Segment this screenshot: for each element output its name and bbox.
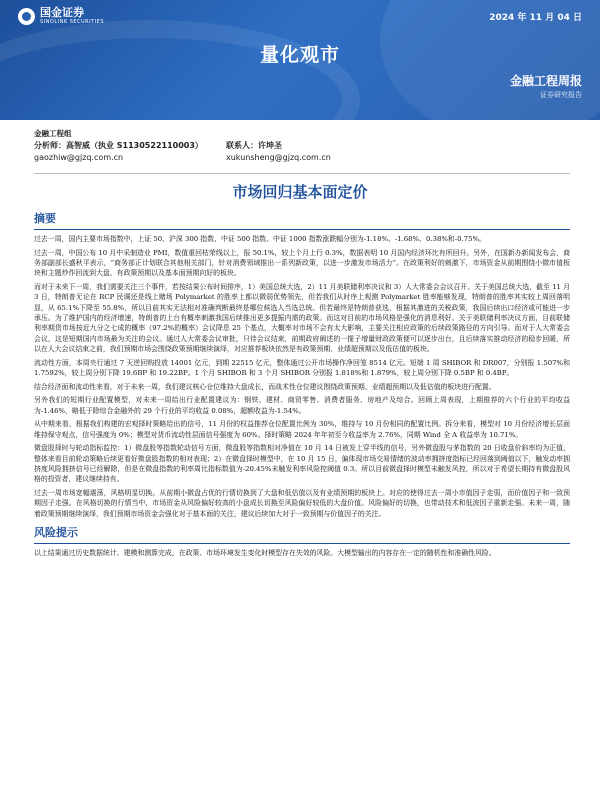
analyst-email: gaozhiw@gjzq.com.cn: [34, 153, 124, 162]
header-banner: [0, 0, 600, 120]
summary-paragraph: 微盘股择时与轮动指标监控：1）微盘股等指数轮动信号方面，微盘股等指数相对净值在 10 月 14 日被发上穿半线的信号，另外微盘股与茅指数的 20 日收盘价斜率均为正值，整体来看目前轮动策略后续更看好微盘股指数的相对表现；2）在微盘择时模型中，在 10 月 15 日，偏体现市场交易情绪的波动率拥挤度指标已经回落到阈值以下，触发动率拥挤度风险拥挤信号已经解除，但是在微盘指数的利率周比指标数值为-20.45%未触发利率风险控阈值 0.3。所以目前微盘择时模型未触发风控，所以对于希望长期持有微盘股风格的投资者，建议继续持有。: [34, 444, 570, 484]
summary-paragraph: 而对于未来下一周，我们需要关注三个事件，若按结果公布时间排序，1）美国总统大选，2）11 月美联储利率决议和 3）人大常委会会议召开。关于美国总统大选，截至 11 月 3 日，特朗普无论在 RCP 民调还是线上赌场 Polymarket 的胜率上都以微弱优势领先，但若我们从时序上观测 Polymarket 胜率能够发现，特朗普的胜率其实较上周回落明显，从 65.1%下降至 55.8%，所以目前其实无法相对准确判断最终是哪位候选人当选总统。但若最终是特朗普获选，根据其激进的关税政策，我国后续出口经济或可能进一步承压。为了维护国内的经济增速，特朗普的上台有概率刺激我国后续推出更多提振内需的政策。而这对目前的市场风格是强化的消息利好。关于美联储利率决议方面，目前联储利率期货市场按近九分之七成的概率（97.2%的概率）会议降息 25 个基点，大概率对市场不会有太大影响，主要关注相应政策的后续政策路径的方向引导。而对于人大常委会会议，这是短期国内市场最为关注的会议。通过人大常委会议审批，只待会议结束，前期政府阐述的一揽子增量财政政策便可以逐步出台，且后续落实推动经济的稳步回暖，所以在人大会议结束之前，我们预期市场会围绕政策预期继续演绎，对应推荐板块依然是有政策预期、业绩超预期以及低估值的板块。: [34, 282, 570, 354]
summary-paragraph: 过去一周，中国公布 10 月中采制造业 PMI，数值重回枯荣线以上，报 50.1%，较上个月上行 0.3%，数据表明 10 月国内经济环比有所回升。另外，在国新办新闻发布会，商务部副部长盛秋平表示，“商务部正计划联合其他相关部门，针对消费领域推出一系列新政策，以进一步激发市场活力”。在政策利好的刺激下，市场资金从前期围绕小微市值板块和主题炒作回流到大盘、有政策预期以及基本面预期向好的板块。: [34, 248, 570, 278]
series-title: 量化观市: [259, 44, 340, 66]
contact-email: xukunsheng@gjzq.com.cn: [226, 153, 331, 162]
banner-decoration: [0, 20, 360, 120]
team-name: 金融工程组: [34, 129, 72, 138]
brand-name: 国金证券: [40, 6, 84, 19]
brand-name-en: SINOLINK SECURITIES: [40, 19, 104, 25]
report-date: 2024 年 11 月 04 日: [489, 13, 582, 23]
summary-paragraph: 结合经济面和流动性来看，对于未来一周，我们建议核心仓位维持大盘成长，而战术性仓位建议围绕政策预期、业绩超预期以及低估值的板块进行配置。: [34, 382, 496, 391]
analyst-name: 分析师：高智威（执业 S1130522110003）: [34, 141, 203, 150]
report-subtype: 证券研究报告: [540, 91, 582, 99]
report-title: 市场回归基本面定价: [232, 183, 368, 201]
risk-paragraph: 以上结果通过历史数据统计、建模和测算完成，在政策、市场环境发生变化时模型存在失效的风险。大模型输出的内容存在一定的随机性和准确性风险。: [34, 548, 496, 557]
summary-paragraph: 过去一周市场宽幅震荡，风格明显切换。从前期小微盘占优的行情切换到了大盘和低估值以及有业绩预期的板块上。对应的使得过去一周小市值因子走弱，而价值因子和一致预期因子走强。在风格切换的行情当中，市场资金从风险偏好较高的小盘成长切换至风险偏好较低的大盘价值。风险偏好的切换，也带动技术和低波因子重新走强。未来一周，随着政策预期继续演绎，我们预期市场资金会强化对于基本面的关注，建议后续加大对于一致预期与价值因子的关注。: [34, 488, 570, 518]
contact-name: 联系人：许坤圣: [226, 141, 282, 150]
summary-paragraph: 流动性方面，本周央行通过 7 天逆回购投放 14001 亿元，到期 22515 亿元，整体通过公开市场操作净回笼 8514 亿元。短端 1 周 SHIBOR 和 DR007，分别报 1.507%和 1.7592%，较上周分别下降 19.6BP 和 19.22BP。1 个月 SHIBOR 和 3 个月 SHIBOR 分别报 1.818%和 1.879%，较上周分别下降 0.5BP 和 0.4BP。: [34, 358, 570, 378]
logo-icon: [18, 8, 35, 25]
report-type: 金融工程周报: [509, 74, 582, 88]
summary-paragraph: 从中期来看，根据我们构建的宏观择时策略给出的信号，11 月份的权益推荐仓位配置比例为 30%，维持与 10 月份相同的配置比例。拆分来看，模型对 10 月份经济增长层面维持保守观点，信号强度为 0%；模型对货币流动性层面信号强度为 60%。择时策略 2024 年年初至今收益率为 2.76%，同期 Wind 全 A 收益率为 10.71%。: [34, 420, 570, 439]
divider: [34, 173, 570, 174]
divider: [34, 543, 570, 544]
summary-paragraph: 另外我们的短期行业配置模型，对未来一周给出行业配置建议为：钢铁、建材、商贸零售、消费者服务、房地产及综合。回顾上周表现，上期推荐的六个行业的平均收益为-1.46%，略低于除综合金融外的 29 个行业的平均收益 0.08%，超额收益为-1.54%。: [34, 396, 570, 415]
summary-heading: 摘要: [34, 212, 56, 225]
summary-paragraph: 过去一周，国内主要市场指数中，上证 50、沪深 300 指数、中证 500 指数、中证 1000 指数涨跌幅分别为-1.18%、-1.68%、0.38%和-0.75%。: [34, 235, 486, 243]
report-body: [34, 210, 570, 562]
author-block: [34, 128, 574, 164]
divider: [34, 229, 570, 230]
brand-logo: [18, 7, 104, 25]
risk-heading: 风险提示: [34, 525, 78, 539]
